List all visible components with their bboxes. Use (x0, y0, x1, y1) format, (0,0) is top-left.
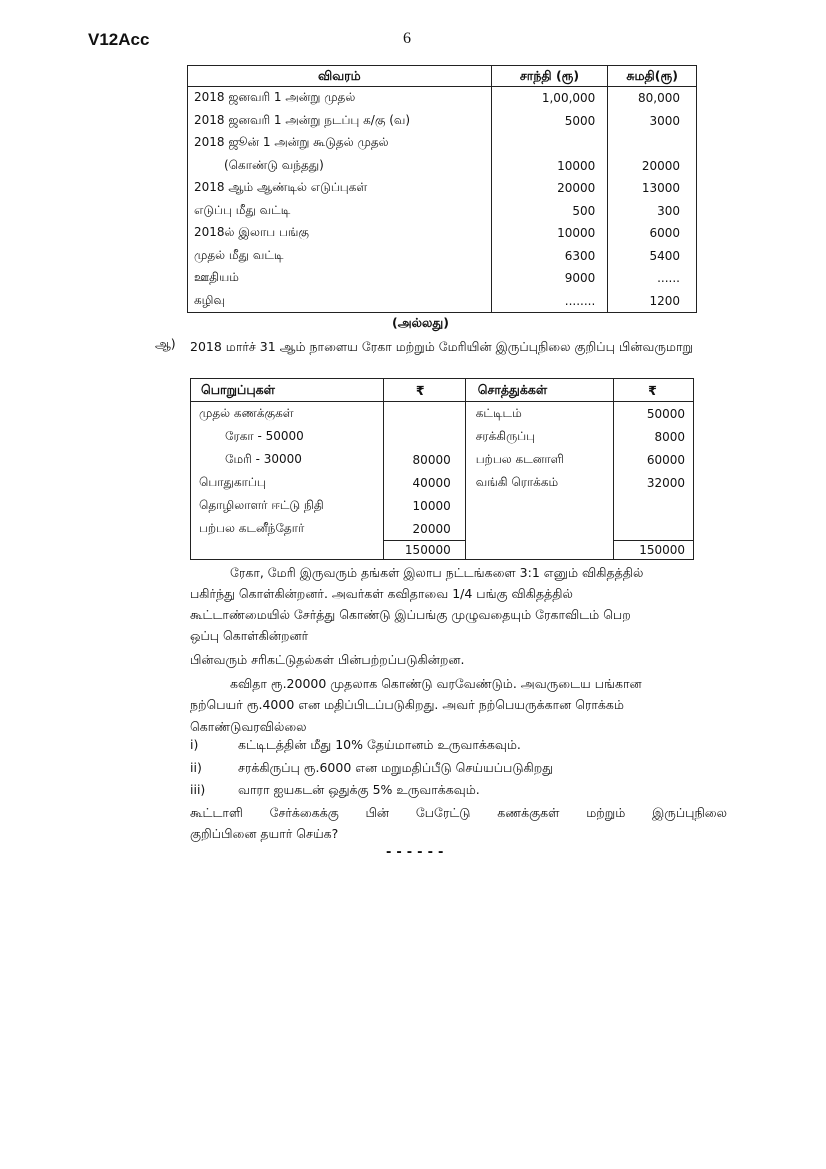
list-item (190, 782, 480, 799)
column-header-liabilities-amount: ₹ (383, 379, 465, 402)
row-label: 2018 ஜூன் 1 அன்று கூடுதல் முதல் (188, 132, 492, 155)
asset-label (465, 494, 613, 517)
total-assets: 150000 (613, 541, 693, 560)
sumathi-value: 13000 (641, 181, 680, 196)
column-header-assets: சொத்துக்கள் (465, 379, 613, 402)
question-label: ஆ) (155, 336, 176, 351)
liability-label: ரேகா - 50000 (191, 425, 384, 448)
liability-amount: 40000 (383, 471, 465, 494)
paragraph-line: நற்பெயர் ரூ.4000 என மதிப்பிடப்படுகிறது. அவர் நற்பெயருக்கான ரொக்கம் (190, 697, 624, 712)
table-row (191, 517, 694, 541)
asset-amount: 60000 (646, 452, 685, 467)
table-row (188, 245, 697, 268)
asset-label: வங்கி ரொக்கம் (465, 471, 613, 494)
page-number: 6 (403, 30, 411, 47)
table-header-row (188, 66, 697, 87)
item-number: i) (190, 737, 199, 752)
total-row (191, 541, 694, 560)
total-liabilities: 150000 (383, 541, 465, 560)
adjustments-intro: பின்வரும் சரிகட்டுதல்கள் பின்பற்றப்படுகின்றன. (190, 652, 465, 667)
table-row (188, 267, 697, 290)
asset-label: கட்டிடம் (465, 402, 613, 426)
row-label: முதல் மீது வட்டி (188, 245, 492, 268)
sumathi-value: 5400 (649, 248, 680, 263)
shanthi-value: 20000 (491, 177, 608, 200)
table-row (191, 448, 694, 471)
item-text: வாரா ஐயகடன் ஒதுக்கு 5% உருவாக்கவும். (238, 782, 480, 797)
column-header-particulars: விவரம் (188, 66, 492, 87)
liability-amount (383, 402, 465, 426)
liability-label: முதல் கணக்குகள் (191, 402, 384, 426)
table-row (188, 87, 697, 110)
table-row (188, 200, 697, 223)
row-label: ஊதியம் (188, 267, 492, 290)
table-row (188, 132, 697, 155)
sumathi-value: 20000 (641, 158, 680, 173)
liability-amount (383, 425, 465, 448)
paragraph-line: கூட்டாண்மையில் சேர்த்து கொண்டு இப்பங்கு முழுவதையும் ரேகாவிடம் பெற (190, 607, 631, 622)
item-text: சரக்கிருப்பு ரூ.6000 என மறுமதிப்பீடு செய்யப்படுகிறது (238, 760, 554, 775)
liability-label: பொதுகாப்பு (191, 471, 384, 494)
asset-label (465, 517, 613, 541)
sumathi-value (608, 132, 697, 155)
item-number: iii) (190, 782, 206, 797)
table-row (191, 494, 694, 517)
shanthi-value: 500 (491, 200, 608, 223)
asset-amount (613, 517, 693, 541)
row-label: 2018ல் இலாப பங்கு (188, 222, 492, 245)
shanthi-value: 6300 (491, 245, 608, 268)
liability-label: பற்பல கடனீந்தோர் (191, 517, 384, 541)
row-label: எடுப்பு மீது வட்டி (188, 200, 492, 223)
sumathi-value: ...... (657, 271, 680, 286)
liability-label: தொழிலாளர் ஈட்டு நிதி (191, 494, 384, 517)
total-liabilities-label (191, 541, 384, 560)
asset-label: சரக்கிருப்பு (465, 425, 613, 448)
shanthi-value: ........ (491, 290, 608, 313)
sumathi-value: 1200 (649, 293, 680, 308)
asset-amount (613, 494, 693, 517)
row-label: (கொண்டு வந்தது) (188, 155, 492, 178)
paragraph-line: கவிதா ரூ.20000 முதலாக கொண்டு வரவேண்டும். அவருடைய பங்கான (230, 676, 642, 691)
shanthi-value: 10000 (491, 222, 608, 245)
paragraph-line: பகிர்ந்து கொள்கின்றனர். அவர்கள் கவிதாவை 1/4 பங்கு விகிதத்தில் (190, 586, 573, 601)
paragraph-line: கொண்டுவரவில்லை (190, 719, 307, 734)
question-intro: 2018 மார்ச் 31 ஆம் நாளைய ரேகா மற்றும் மேரியின் இருப்புநிலை குறிப்பு பின்வருமாறு (190, 339, 693, 354)
table-row (188, 155, 697, 178)
table-row (191, 471, 694, 494)
item-number: ii) (190, 760, 202, 775)
row-label: கழிவு (188, 290, 492, 313)
row-label: 2018 ஜனவரி 1 அன்று நடப்பு க/கு (வ) (188, 110, 492, 133)
table-row (191, 402, 694, 426)
row-label: 2018 ஜனவரி 1 அன்று முதல் (188, 87, 492, 110)
shanthi-value: 10000 (491, 155, 608, 178)
item-text: கட்டிடத்தின் மீது 10% தேய்மானம் உருவாக்கவும். (238, 737, 521, 752)
end-of-section-mark: ------ (386, 845, 449, 860)
asset-label: பற்பல கடனாளி (465, 448, 613, 471)
list-item (190, 760, 553, 777)
total-assets-label (465, 541, 613, 560)
document-code: V12Acc (88, 30, 150, 49)
column-header-assets-amount: ₹ (613, 379, 693, 402)
asset-amount: 32000 (646, 475, 685, 490)
paragraph-line: குறிப்பினை தயார் செய்க? (190, 826, 339, 841)
shanthi-value: 9000 (491, 267, 608, 290)
final-instruction (190, 802, 727, 844)
paragraph-line: கூட்டாளி சேர்க்கைக்கு பின் பேரேட்டு கணக்குகள் மற்றும் இருப்புநிலை (190, 805, 727, 820)
liability-amount: 80000 (383, 448, 465, 471)
sumathi-value: 3000 (649, 113, 680, 128)
shanthi-value: 5000 (491, 110, 608, 133)
table-header-row (191, 379, 694, 402)
sumathi-value: 6000 (649, 226, 680, 241)
column-header-liabilities: பொறுப்புகள் (191, 379, 384, 402)
liability-amount: 20000 (383, 517, 465, 541)
asset-amount: 50000 (646, 406, 685, 421)
table-row (188, 110, 697, 133)
column-header-shanthi: சாந்தி (ரூ) (491, 66, 608, 87)
table-row (191, 425, 694, 448)
balance-sheet-table (190, 378, 694, 560)
row-label: 2018 ஆம் ஆண்டில் எடுப்புகள் (188, 177, 492, 200)
table-row (188, 222, 697, 245)
liability-label: மேரி - 30000 (191, 448, 384, 471)
paragraph-line: ரேகா, மேரி இருவரும் தங்கள் இலாப நட்டங்களை 3:1 எனும் விகிதத்தில் (230, 565, 644, 580)
asset-amount: 8000 (654, 429, 685, 444)
liability-amount: 10000 (383, 494, 465, 517)
or-separator: (அல்லது) (392, 315, 449, 330)
table-row (188, 177, 697, 200)
column-header-sumathi: சுமதி(ரூ) (608, 66, 697, 87)
sumathi-value: 80,000 (638, 91, 680, 106)
paragraph-admission-terms (190, 562, 727, 646)
shanthi-value (491, 132, 608, 155)
list-item (190, 737, 521, 754)
shanthi-value: 1,00,000 (491, 87, 608, 110)
table-row (188, 290, 697, 313)
capital-accounts-table (187, 65, 697, 313)
paragraph-line: ஒப்பு கொள்கின்றனர் (190, 628, 309, 643)
sumathi-value: 300 (657, 203, 680, 218)
